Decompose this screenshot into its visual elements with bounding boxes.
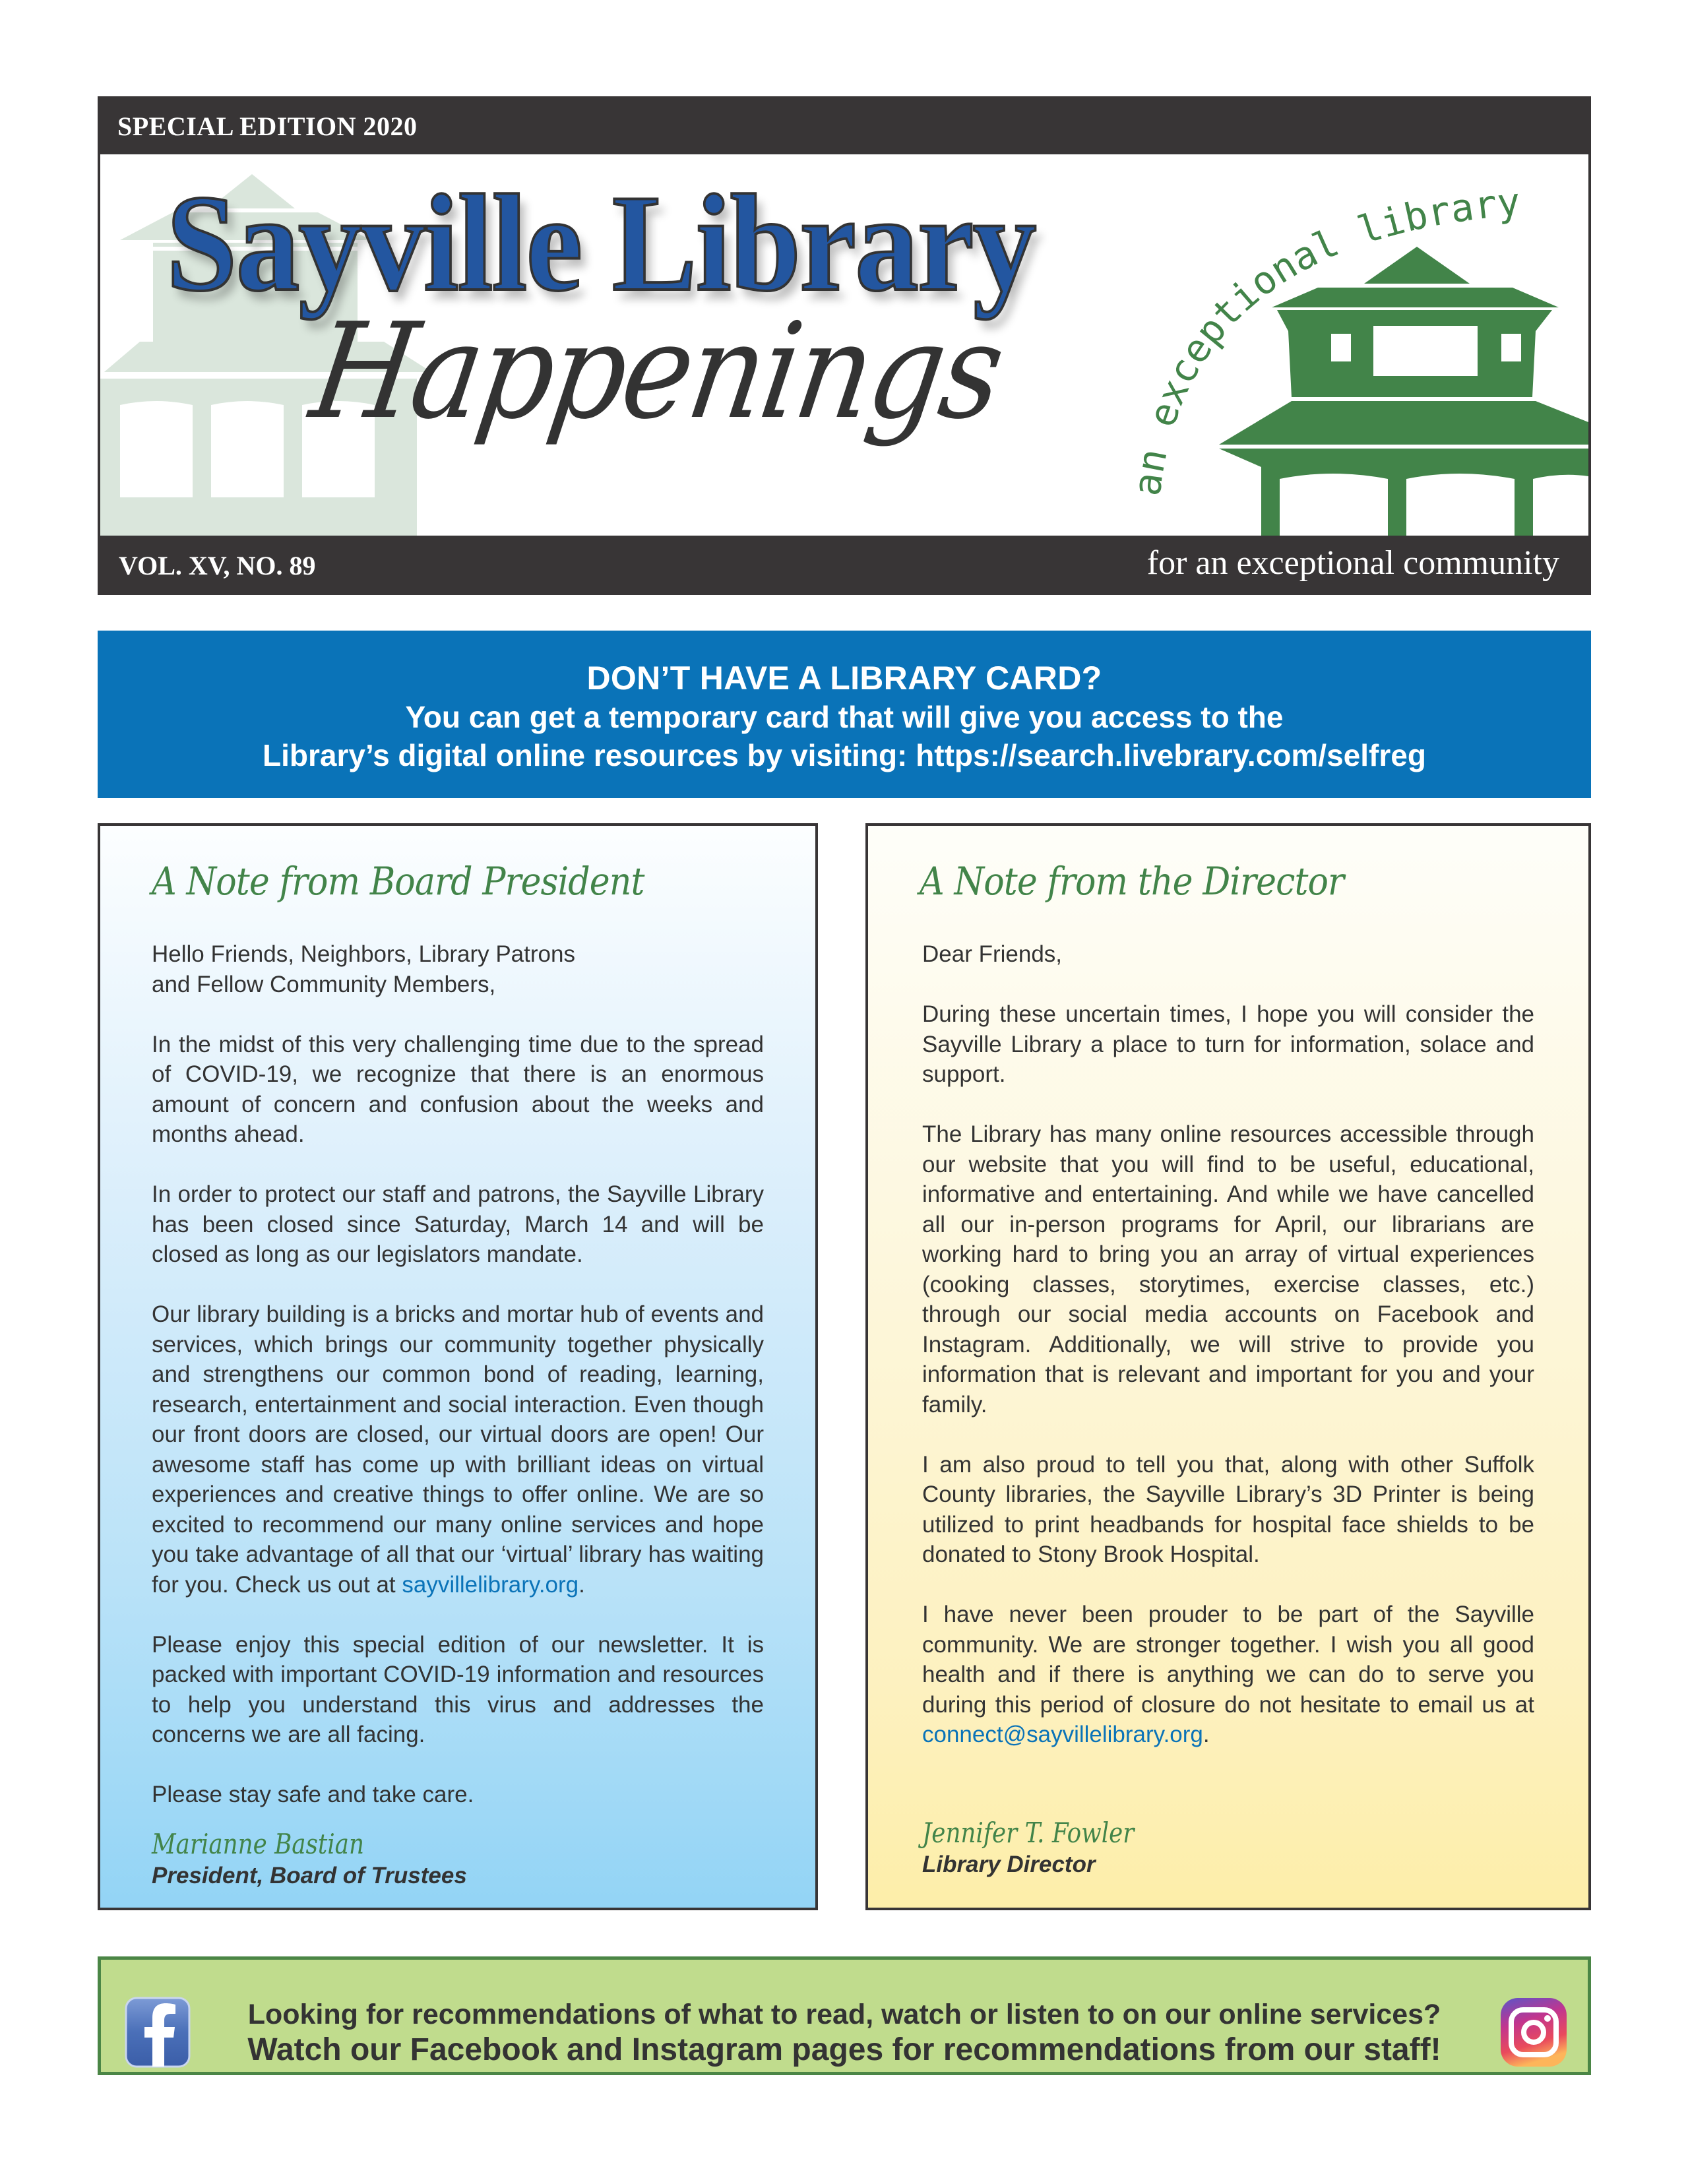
instagram-icon[interactable] [1499, 1997, 1568, 2068]
green-gazebo-icon [1219, 247, 1588, 536]
greeting-line-2: and Fellow Community Members, [152, 971, 496, 997]
facebook-icon[interactable] [125, 1997, 191, 2068]
paragraph-end: . [578, 1571, 585, 1598]
paragraph-end: . [1203, 1722, 1210, 1747]
president-note-title: A Note from Board President [152, 859, 644, 904]
director-paragraph-1: During these uncertain times, I hope you will consider the Sayville Library a place to turn for information, solace and support. [922, 1001, 1534, 1087]
president-role: President, Board of Trustees [152, 1862, 467, 1888]
library-card-banner [98, 631, 1591, 798]
president-note [98, 823, 818, 1910]
paragraph-text: Our library building is a bricks and mortar hub of events and services, which brings our community together physically and strengthens our common bond of reading, learning, research, entertainment and social interaction. Even though our front doors are closed, our virtual doors are open! Our awesome staff has come up with brilliant ideas on virtual experiences and creative things to offer online. We are so excited to recommend our many online services and hope you take advantage of all that our ‘virtual’ library has waiting for you. Check us out at [152, 1301, 764, 1598]
president-greeting [152, 939, 764, 999]
edition-label: SPECIAL EDITION 2020 [117, 111, 418, 141]
director-greeting: Dear Friends, [922, 941, 1063, 967]
president-paragraph-3 [152, 1299, 764, 1600]
masthead-art [100, 154, 1588, 536]
svg-text:an exceptional library: an exceptional library [1124, 179, 1522, 499]
masthead [98, 96, 1591, 595]
president-paragraph-5: Please stay safe and take care. [152, 1782, 474, 1807]
social-banner-text [224, 1998, 1465, 2069]
president-paragraph-4: Please enjoy this special edition of our newsletter. It is packed with important COVID-19 information and resources to help you understand this virus and addresses the concerns we are all facing. [152, 1631, 764, 1747]
social-banner-line-1: Looking for recommendations of what to read, watch or listen to on our online services? [247, 1999, 1441, 2030]
tagline: for an exceptional community [1146, 544, 1559, 582]
president-paragraph-2: In order to protect our staff and patrons, the Sayville Library has been closed since Saturday, March 14 and will be closed as long as our legislators mandate. [152, 1181, 764, 1267]
greeting-line-1: Hello Friends, Neighbors, Library Patrons [152, 941, 575, 967]
president-signature: Marianne Bastian [152, 1827, 364, 1860]
director-paragraph-2: The Library has many online resources accessible through our website that you will find to be useful, educational, informative and entertaining. And while we have cancelled all our in-person programs for April, our librarians are working hard to bring you an array of virtual experiences (cooking classes, storytimes, exercise classes, etc.) through our social media accounts on Facebook and Instagram. Additionally, we will strive to provide you information that is relevant and important for you and your family. [922, 1121, 1534, 1418]
volume-label: VOL. XV, NO. 89 [119, 551, 316, 580]
director-paragraph-3: I am also proud to tell you that, along with other Suffolk County libraries, the Sayville Library’s 3D Printer is being utilized to print headbands for hospital face shields to be donated to Stony Brook Hospital. [922, 1451, 1534, 1567]
masthead-bottom-bar [98, 536, 1591, 595]
director-signature: Jennifer T. Fowler [922, 1816, 1135, 1849]
director-note-title: A Note from the Director [920, 859, 1344, 904]
director-role: Library Director [922, 1851, 1096, 1877]
social-banner-line-2: Watch our Facebook and Instagram pages for recommendations from our staff! [247, 2032, 1441, 2067]
director-note-body [922, 939, 1534, 1879]
paragraph-text: I have never been prouder to be part of the Sayville community. We are stronger together. I wish you all good health and if there is anything we can do to serve you during this period of closure do not hesitate to email us at [922, 1602, 1534, 1718]
director-paragraph-4 [922, 1600, 1534, 1750]
card-banner-headline: DON’T HAVE A LIBRARY CARD? [586, 660, 1102, 697]
social-banner [98, 1956, 1591, 2075]
email-link[interactable]: connect@sayvillelibrary.org [922, 1722, 1203, 1747]
president-paragraph-1: In the midst of this very challenging time due to the spread of COVID-19, we recognize that there is an enormous amount of concern and confusion about the weeks and months ahead. [152, 1031, 764, 1147]
card-banner-line-1: You can get a temporary card that will give you access to the [405, 700, 1284, 734]
president-note-body [152, 939, 764, 1890]
director-note [865, 823, 1591, 1910]
card-banner-line-2[interactable]: Library’s digital online resources by visiting: https://search.livebrary.com/selfreg [263, 738, 1426, 772]
title-happenings: Happenings [302, 295, 1012, 449]
title-sayville-library: Sayville Library [166, 167, 1036, 320]
masthead-top-bar [98, 96, 1591, 154]
website-link[interactable]: sayvillelibrary.org [402, 1571, 579, 1598]
